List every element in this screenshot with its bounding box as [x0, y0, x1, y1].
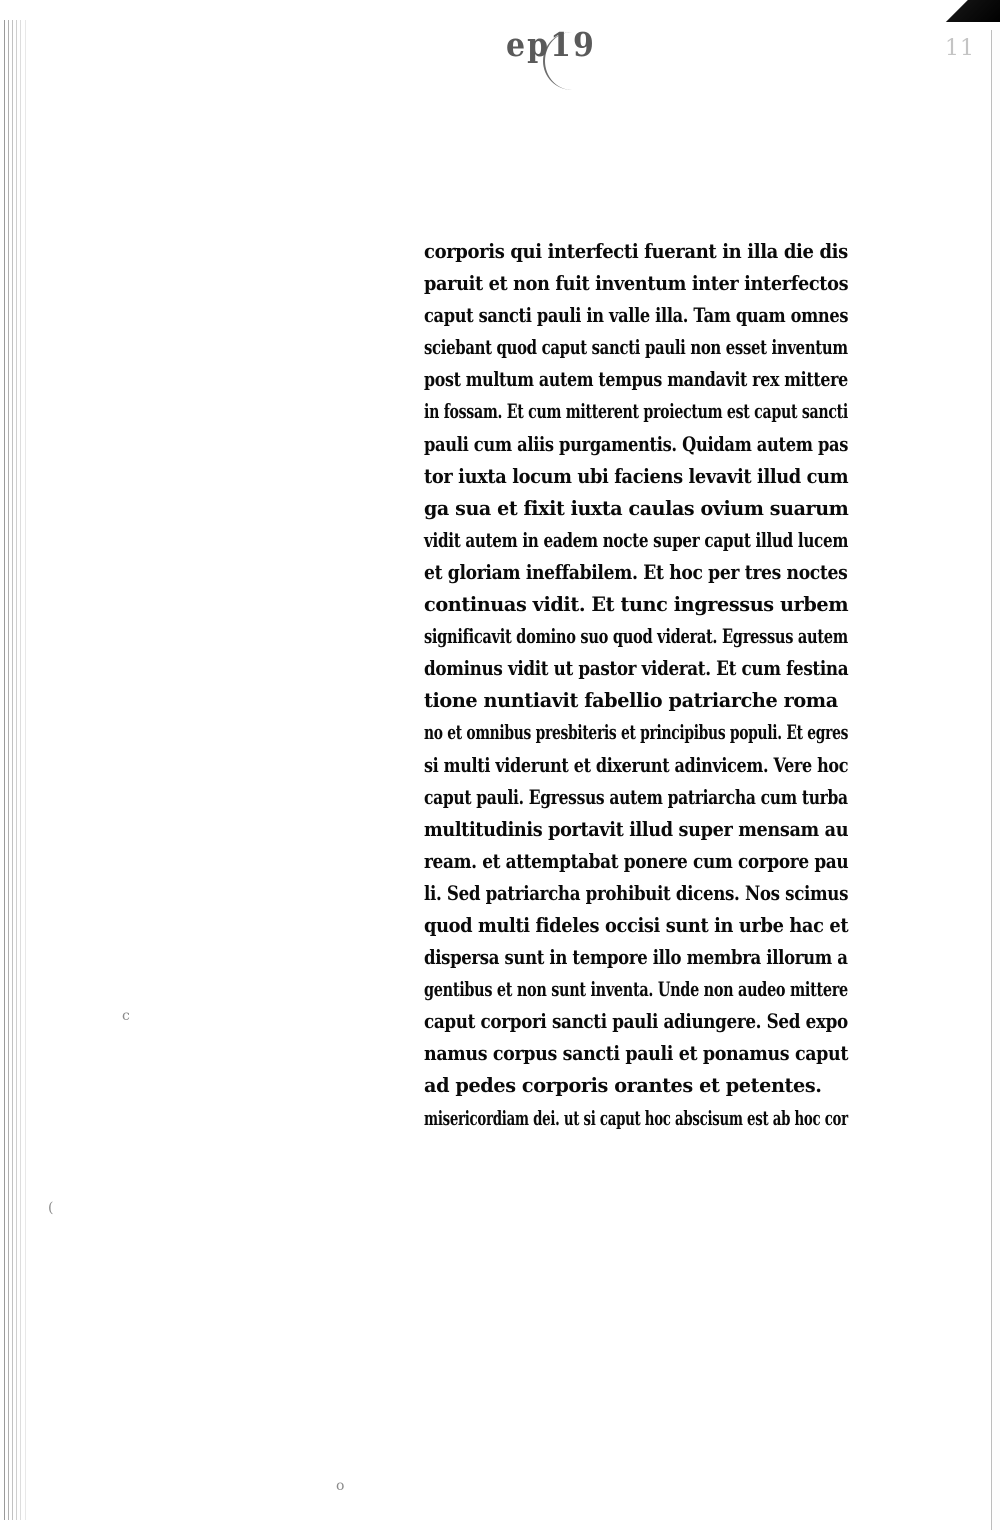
page-edge-line [8, 20, 9, 1520]
text-line: ad pedes corporis orantes et petentes. [424, 1074, 822, 1098]
text-line: multitudinis portavit illud super mensam au [424, 817, 849, 841]
text-line: ream. et attemptabat ponere cum corpore pau [424, 849, 849, 873]
page-edge-line [4, 20, 5, 1520]
margin-speck: ( [48, 1200, 54, 1216]
text-line: misericordiam dei. ut si caput hoc abscisum est ab hoc cor [424, 1106, 848, 1130]
page-edges [0, 0, 30, 1530]
page-edge-line [12, 20, 13, 1520]
text-line: tione nuntiavit fabellio patriarche roma [424, 689, 838, 713]
text-line: tor iuxta locum ubi faciens levavit illud cum [424, 464, 849, 488]
text-line: no et omnibus presbiteris et principibus populi. Et egres [424, 721, 849, 745]
page-edge-line [20, 20, 21, 1520]
text-line: caput pauli. Egressus autem patriarcha cum turba [424, 785, 848, 809]
text-line: paruit et non fuit inventum inter interfectos [424, 272, 849, 296]
text-line: corporis qui interfecti fuerant in illa die dis [424, 240, 848, 263]
margin-speck: c [122, 1008, 130, 1024]
text-line: in fossam. Et cum mitterent proiectum est caput sancti [424, 400, 848, 424]
text-line: dominus vidit ut pastor viderat. Et cum festina [424, 657, 849, 681]
text-line: dispersa sunt in tempore illo membra illorum a [424, 946, 848, 970]
text-line: caput sancti pauli in valle illa. Tam quam omnes [424, 304, 849, 328]
text-column [424, 236, 854, 1135]
text-line: namus corpus sancti pauli et ponamus caput [424, 1042, 849, 1066]
text-line: sciebant quod caput sancti pauli non esset inventum [424, 336, 848, 360]
margin-speck: o [336, 1478, 345, 1494]
text-line: quod multi fideles occisi sunt in urbe hac et [424, 913, 849, 937]
running-head: ep19 [506, 26, 596, 65]
text-line: et gloriam ineffabilem. Et hoc per tres noctes [424, 560, 848, 584]
page-edge-line [25, 20, 26, 1520]
text-line: caput corpori sancti pauli adiungere. Sed expo [424, 1010, 848, 1034]
page-edge-line [16, 20, 17, 1520]
text-line: ga sua et fixit iuxta caulas ovium suarum [424, 496, 849, 520]
folio-number: 11 [945, 36, 975, 61]
text-line: significavit domino suo quod viderat. Egressus autem [424, 625, 848, 649]
text-line: gentibus et non sunt inventa. Unde non audeo mittere [424, 978, 848, 1002]
text-line: pauli cum aliis purgamentis. Quidam autem pas [424, 432, 849, 456]
text-line: si multi viderunt et dixerunt adinvicem. Vere hoc [424, 753, 849, 777]
page-right-edge [991, 30, 1000, 1530]
text-line: continuas vidit. Et tunc ingressus urbem [424, 593, 849, 617]
text-line: vidit autem in eadem nocte super caput illud lucem [424, 528, 849, 552]
scan-corner-shadow [938, 0, 1000, 22]
text-line: li. Sed patriarcha prohibuit dicens. Nos scimus [424, 881, 849, 905]
text-line: post multum autem tempus mandavit rex mittere [424, 368, 848, 392]
